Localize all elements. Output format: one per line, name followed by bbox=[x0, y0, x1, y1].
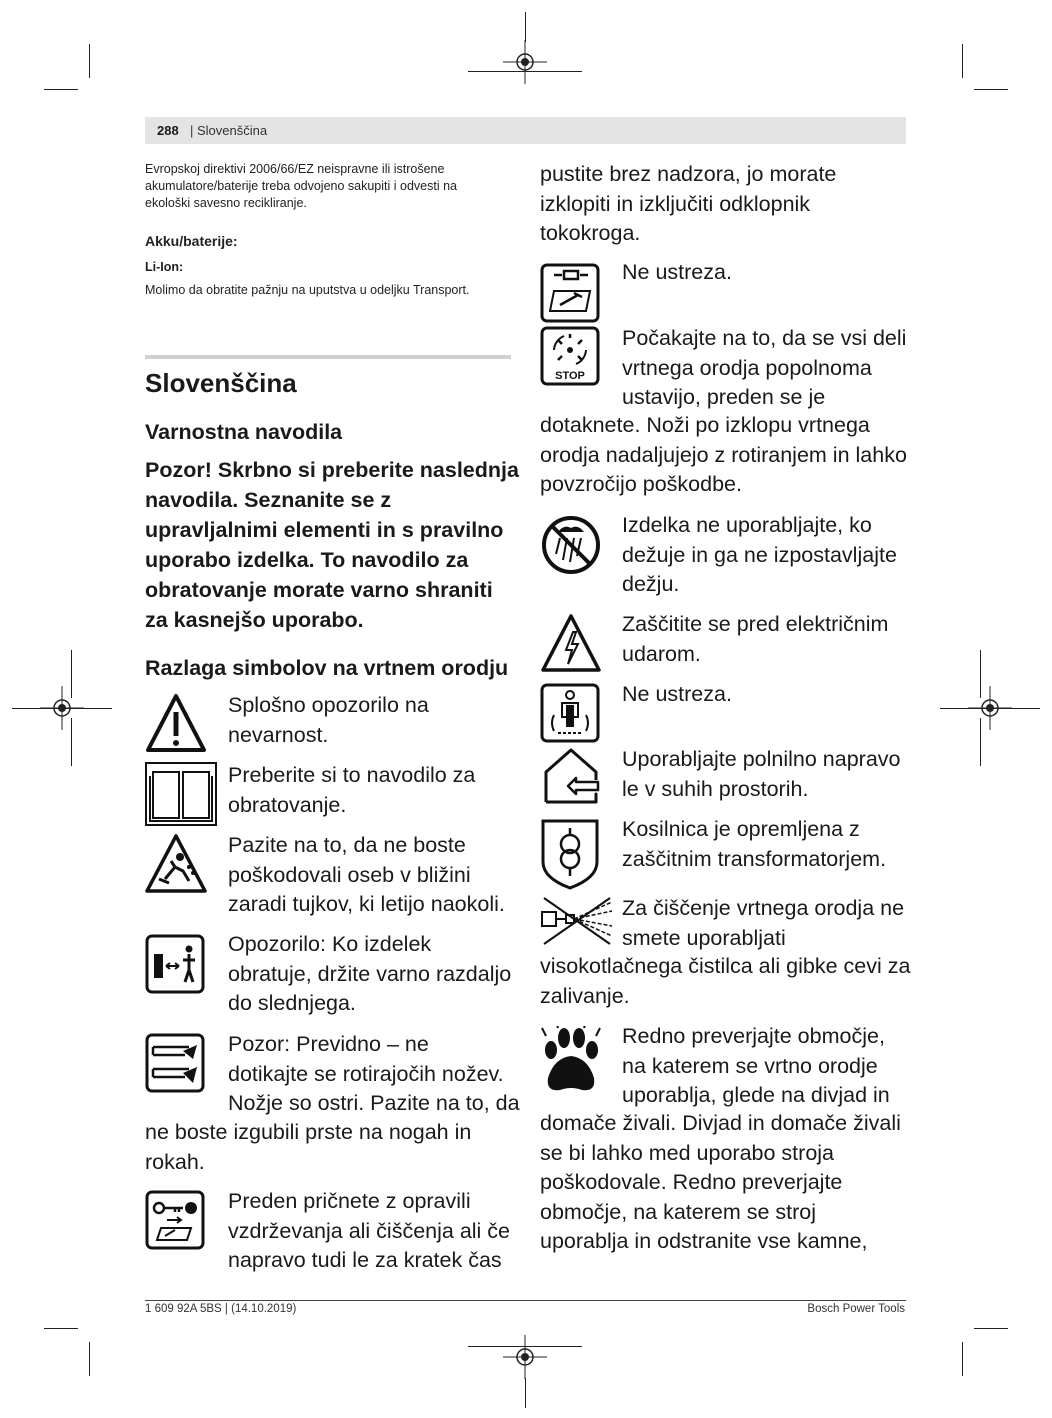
crop-mark bbox=[12, 708, 112, 709]
no-water-jet-icon bbox=[540, 896, 614, 946]
header-section: | Slovenščina bbox=[190, 123, 268, 138]
warning-line: upravljalnimi elementi in s pravilno bbox=[145, 518, 504, 542]
akku-heading: Akku/baterije: bbox=[145, 233, 238, 249]
liion-heading: Li-Ion: bbox=[145, 260, 184, 274]
manual-unplug-icon bbox=[540, 263, 600, 323]
safety-transformer-icon bbox=[540, 818, 600, 890]
registration-mark-icon bbox=[503, 40, 547, 84]
symbol-text-animals-cont: domače živali. Divjad in domače živali se bi lahko med uporabo stroja poškodovale. Redno preverjajte območje, na katerem se stroj uporablja in odstranite vse kamne, bbox=[540, 1111, 901, 1253]
symbols-heading: Razlaga simbolov na vrtnem orodju bbox=[145, 656, 509, 680]
symbol-text-electric: Zaščitite se pred električnim udarom. bbox=[622, 612, 889, 666]
symbol-text-no-water-jet: Za čiščenje vrtnega orodja ne smete uporabljati bbox=[622, 896, 905, 950]
warning-triangle-icon bbox=[145, 692, 207, 754]
warning-line: uporabo izdelka. To navodilo za bbox=[145, 548, 469, 572]
crop-mark bbox=[974, 89, 1008, 90]
crop-mark bbox=[974, 1328, 1008, 1329]
warning-paragraph bbox=[145, 455, 520, 635]
symbol-text-not-applicable-2: Ne ustreza. bbox=[622, 682, 732, 706]
disconnect-key-icon bbox=[145, 1190, 205, 1250]
crop-mark bbox=[525, 1378, 526, 1408]
page-number: 288 bbox=[157, 123, 179, 138]
symbol-text-flying-objects: Pazite na to, da ne boste poškodovali oseb v bližini zaradi tujkov, ki letijo naokoli. bbox=[228, 833, 505, 916]
symbol-text-sharp-blades-cont: ne boste izgubili prste na nogah in rokah. bbox=[145, 1120, 472, 1174]
crop-mark bbox=[962, 44, 963, 78]
footer-rule bbox=[145, 1300, 906, 1301]
stop-rotation-icon bbox=[540, 326, 600, 386]
symbol-text-animals: Redno preverjajte območje, na katerem se vrtno orodje uporablja, glede na divjad in bbox=[622, 1024, 890, 1107]
keep-distance-icon bbox=[145, 934, 205, 994]
warning-line: obratovanje morate varno shraniti bbox=[145, 578, 493, 602]
crop-mark bbox=[44, 89, 78, 90]
symbol-text-general-warning: Splošno opozorilo na nevarnost. bbox=[228, 693, 429, 747]
stop-label: STOP bbox=[555, 370, 585, 382]
liion-text: Molimo da obratite pažnju na uputstva u odeljku Transport. bbox=[145, 283, 470, 297]
footer-brand: Bosch Power Tools bbox=[807, 1303, 905, 1315]
symbol-text-no-water-jet-cont: visokotlačnega čistilca ali gibke cevi za zalivanje. bbox=[540, 954, 911, 1008]
symbol-text-indoor: Uporabljajte polnilno napravo le v suhih prostorih. bbox=[622, 747, 901, 801]
warning-line: Pozor! Skrbno si preberite naslednja bbox=[145, 458, 519, 482]
registration-mark-icon bbox=[503, 1335, 547, 1379]
crop-mark bbox=[468, 1346, 582, 1347]
crop-mark bbox=[940, 708, 1040, 709]
electric-shock-icon bbox=[540, 612, 602, 674]
safety-heading: Varnostna navodila bbox=[145, 420, 343, 444]
page-header bbox=[145, 117, 906, 144]
sharp-blades-icon bbox=[145, 1033, 205, 1093]
symbol-text-sharp-blades: Pozor: Previdno – ne dotikajte se rotirajočih nožev. Nožje so ostri. Pazite na to, da bbox=[228, 1032, 520, 1115]
section-title: Slovenščina bbox=[145, 368, 297, 398]
symbol-text-read-manual: Preberite si to navodilo za obratovanje. bbox=[228, 763, 476, 817]
symbol-text-disconnect: Preden pričnete z opravili vzdrževanja ali čiščenja ali če napravo tudi le za kratek čas bbox=[228, 1189, 511, 1272]
crop-mark bbox=[962, 1342, 963, 1376]
crop-mark bbox=[44, 1328, 78, 1329]
symbol-text-transformer: Kosilnica je opremljena z zaščitnim transformatorjem. bbox=[622, 817, 887, 871]
operator-position-icon bbox=[540, 683, 600, 743]
animal-paw-icon bbox=[538, 1026, 604, 1094]
flying-objects-warning-icon bbox=[145, 833, 207, 895]
crop-mark bbox=[525, 12, 526, 42]
disconnect-text-cont: pustite brez nadzora, jo morate izklopiti in izključiti odklopnik tokokroga. bbox=[540, 162, 837, 245]
symbol-text-wait-stop: Počakajte na to, da se vsi deli vrtnega orodja popolnoma ustavijo, preden se je bbox=[622, 326, 907, 409]
symbol-text-no-rain: Izdelka ne uporabljajte, ko dežuje in ga ne izpostavljajte dežju. bbox=[622, 513, 897, 596]
symbol-text-wait-stop-cont: dotaknete. Noži po izklopu vrtnega orodja nadaljujejo z rotiranjem in lahko povzročijo poškodbe. bbox=[540, 413, 907, 496]
indoor-use-icon bbox=[540, 746, 602, 806]
section-rule bbox=[145, 355, 511, 359]
symbol-text-not-applicable-1: Ne ustreza. bbox=[622, 260, 732, 284]
warning-line: za kasnejšo uporabo. bbox=[145, 608, 364, 632]
warning-line: navodila. Seznanite se z bbox=[145, 488, 392, 512]
crop-mark bbox=[89, 44, 90, 78]
symbol-text-keep-distance: Opozorilo: Ko izdelek obratuje, držite varno razdaljo do slednjega. bbox=[228, 932, 512, 1015]
no-rain-icon bbox=[540, 514, 602, 576]
crop-mark bbox=[468, 71, 582, 72]
footer-doc-number: 1 609 92A 5BS | (14.10.2019) bbox=[145, 1303, 297, 1315]
intro-text: Evropskoj direktivi 2006/66/EZ neispravne ili istrošene akumulatore/baterije treba odvojeno sakupiti i odvesti na ekološki savesno recikliranje. bbox=[145, 162, 457, 210]
crop-mark bbox=[89, 1342, 90, 1376]
manual-book-icon bbox=[145, 762, 217, 826]
